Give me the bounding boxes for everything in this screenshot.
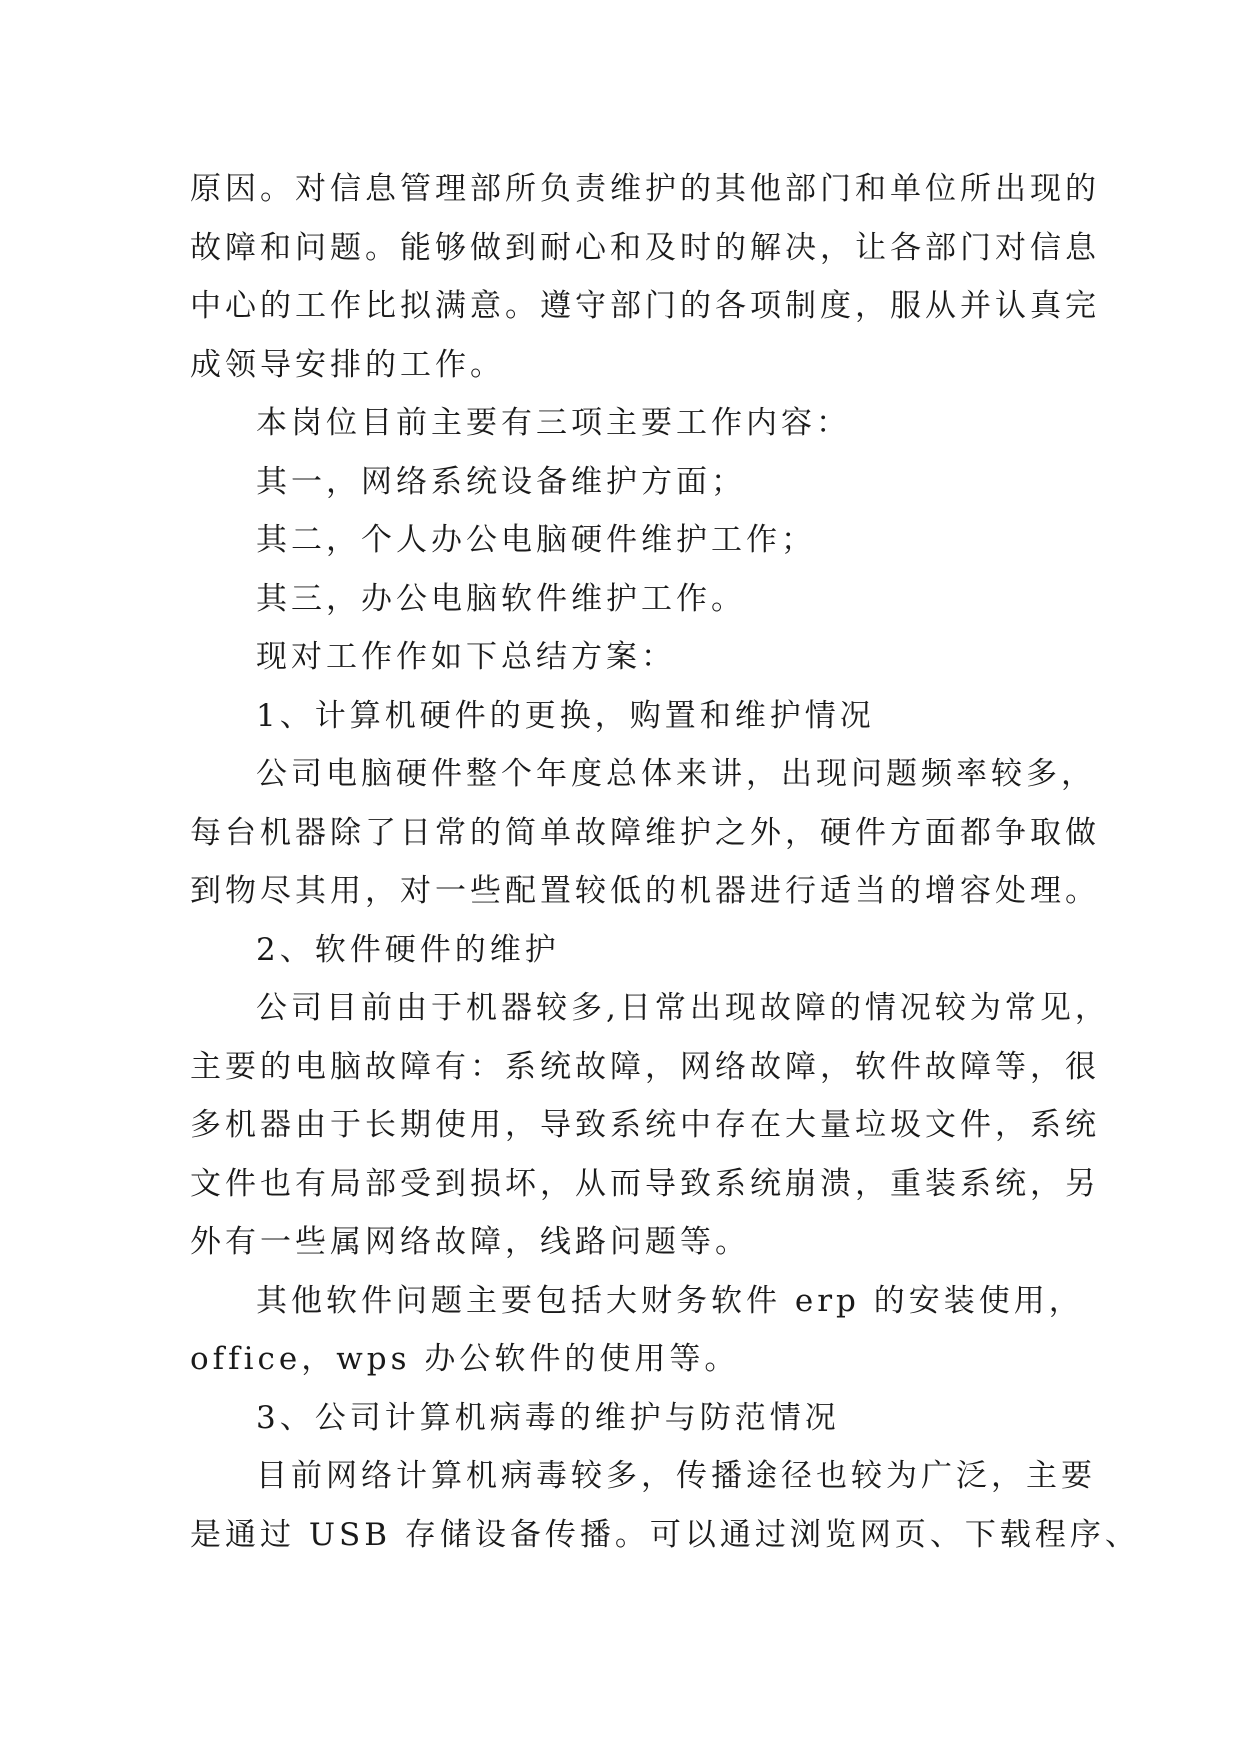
text-line-7: 其二，个人办公电脑硬件维护工作； (256, 522, 816, 558)
text-line-1: 原因。对信息管理部所负责维护的其他部门和单位所出现的 (190, 171, 1100, 207)
section-heading-1: 1、计算机硬件的更换，购置和维护情况 (256, 697, 875, 734)
text-line-5: 本岗位目前主要有三项主要工作内容： (256, 405, 851, 441)
text-line-9: 现对工作作如下总结方案： (256, 639, 676, 675)
text-line-3: 中心的工作比拟满意。遵守部门的各项制度，服从并认真完 (190, 288, 1100, 324)
text-line-12: 每台机器除了日常的简单故障维护之外，硬件方面都争取做 (190, 814, 1100, 851)
text-line-18: 文件也有局部受到损坏，从而导致系统崩溃，重装系统，另 (190, 1165, 1100, 1202)
text-line-21: office，wps 办公软件的使用等。 (190, 1341, 740, 1377)
text-line-24: 是通过 USB 存储设备传播。可以通过浏览网页、下载程序、 (190, 1516, 1140, 1553)
section-heading-3: 3、公司计算机病毒的维护与防范情况 (256, 1399, 840, 1436)
section-heading-2: 2、软件硬件的维护 (256, 931, 560, 968)
text-line-17: 多机器由于长期使用，导致系统中存在大量垃圾文件，系统 (190, 1107, 1100, 1143)
text-line-16: 主要的电脑故障有：系统故障，网络故障，软件故障等，很 (190, 1048, 1100, 1085)
text-line-19: 外有一些属网络故障，线路问题等。 (190, 1224, 750, 1260)
document-body (190, 160, 1140, 1564)
text-line-4: 成领导安排的工作。 (190, 346, 505, 383)
text-line-23: 目前网络计算机病毒较多，传播途径也较为广泛，主要 (256, 1458, 1096, 1494)
text-line-11: 公司电脑硬件整个年度总体来讲，出现问题频率较多， (256, 756, 1096, 792)
text-line-15: 公司目前由于机器较多,日常出现故障的情况较为常见， (256, 990, 1110, 1026)
text-line-20: 其他软件问题主要包括大财务软件 erp 的安装使用， (256, 1282, 1084, 1319)
text-line-8: 其三，办公电脑软件维护工作。 (256, 580, 746, 617)
text-line-2: 故障和问题。能够做到耐心和及时的解决，让各部门对信息 (190, 229, 1100, 266)
text-line-6: 其一，网络系统设备维护方面； (256, 463, 746, 500)
text-line-13: 到物尽其用，对一些配置较低的机器进行适当的增容处理。 (190, 873, 1100, 909)
